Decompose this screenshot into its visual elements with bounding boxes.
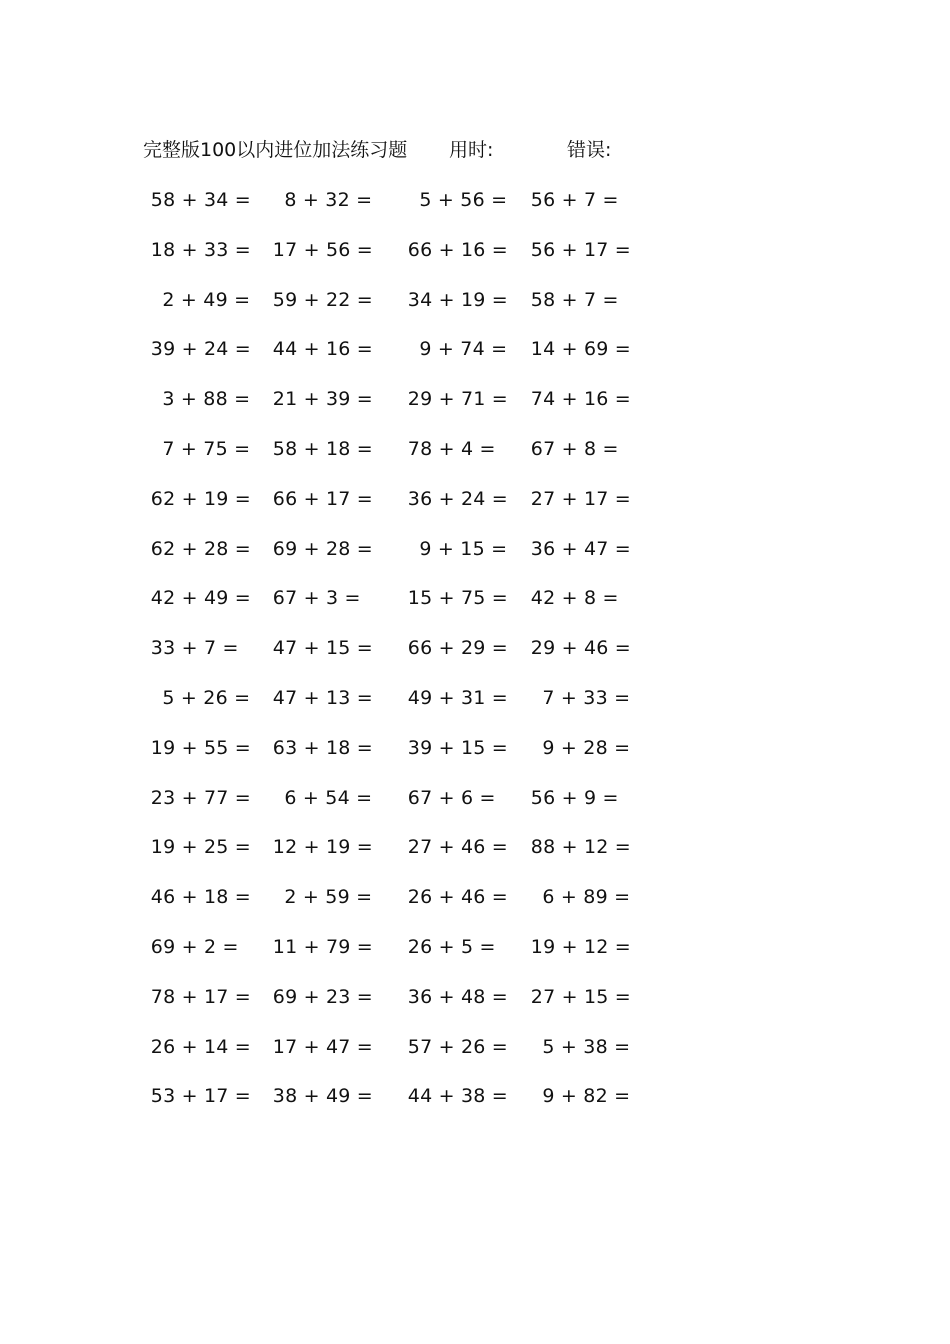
problem-cell: 5 + 56 =: [419, 189, 508, 211]
problem-cell: 5 + 38 =: [542, 1035, 631, 1058]
worksheet-title: 完整版100以内进位加法练习题: [143, 139, 408, 161]
problem-cell: 88 + 12 =: [530, 836, 631, 859]
problem-cell: 39 + 24 =: [150, 338, 251, 361]
problem-cell: 17 + 47 =: [272, 1035, 373, 1058]
problem-cell: 18 + 33 =: [150, 238, 251, 261]
problem-cell: 29 + 71 =: [407, 388, 508, 411]
problem-cell: 3 + 88 =: [162, 388, 251, 411]
problem-cell: 44 + 38 =: [407, 1085, 508, 1108]
problem-cell: 5 + 26 =: [162, 687, 251, 709]
problem-cell: 21 + 39 =: [272, 388, 373, 411]
problem-cell: 49 + 31 =: [407, 687, 508, 709]
problem-cell: 66 + 17 =: [272, 487, 373, 510]
problem-cell: 19 + 12 =: [530, 936, 631, 958]
problem-cell: 23 + 77 =: [150, 786, 251, 809]
problem-cell: 33 + 7 =: [150, 637, 239, 660]
problem-cell: 39 + 15 =: [407, 736, 508, 759]
problem-cell: 57 + 26 =: [407, 1035, 508, 1058]
problem-cell: 59 + 22 =: [272, 288, 373, 311]
problem-cell: 15 + 75 =: [407, 587, 508, 610]
problem-cell: 27 + 46 =: [407, 836, 508, 859]
problem-cell: 6 + 89 =: [542, 886, 631, 909]
problem-cell: 58 + 7 =: [530, 288, 619, 311]
problem-cell: 67 + 8 =: [530, 438, 619, 460]
problem-cell: 69 + 2 =: [150, 936, 239, 958]
problem-cell: 26 + 14 =: [150, 1035, 251, 1058]
problem-cell: 69 + 23 =: [272, 985, 373, 1008]
problem-cell: 2 + 49 =: [162, 288, 251, 311]
problem-cell: 27 + 17 =: [530, 487, 631, 510]
problem-cell: 26 + 5 =: [407, 936, 496, 958]
problem-cell: 66 + 16 =: [407, 238, 508, 261]
problem-cell: 42 + 49 =: [150, 587, 251, 610]
problem-cell: 17 + 56 =: [272, 238, 373, 261]
problem-cell: 44 + 16 =: [272, 338, 373, 361]
problem-cell: 42 + 8 =: [530, 587, 619, 610]
problem-cell: 62 + 19 =: [150, 487, 251, 510]
problem-cell: 12 + 19 =: [272, 836, 373, 859]
problem-cell: 58 + 34 =: [150, 189, 251, 211]
problem-cell: 58 + 18 =: [272, 438, 373, 460]
problem-cell: 67 + 6 =: [407, 786, 496, 809]
errors-label: 错误:: [567, 139, 612, 161]
problem-cell: 53 + 17 =: [150, 1085, 251, 1108]
problem-cell: 9 + 28 =: [542, 736, 631, 759]
problem-cell: 7 + 33 =: [542, 687, 631, 709]
problem-cell: 36 + 47 =: [530, 537, 631, 560]
problem-cell: 67 + 3 =: [272, 587, 361, 610]
problem-cell: 14 + 69 =: [530, 338, 631, 361]
problem-cell: 69 + 28 =: [272, 537, 373, 560]
problem-cell: 56 + 9 =: [530, 786, 619, 809]
problem-cell: 9 + 82 =: [542, 1085, 631, 1108]
problem-cell: 29 + 46 =: [530, 637, 631, 660]
problem-cell: 11 + 79 =: [272, 936, 373, 958]
problem-cell: 78 + 17 =: [150, 985, 251, 1008]
problem-cell: 63 + 18 =: [272, 736, 373, 759]
problem-cell: 56 + 7 =: [530, 189, 619, 211]
problem-cell: 27 + 15 =: [530, 985, 631, 1008]
time-label: 用时:: [449, 139, 494, 161]
problem-cell: 47 + 15 =: [272, 637, 373, 660]
problem-cell: 26 + 46 =: [407, 886, 508, 909]
problem-cell: 74 + 16 =: [530, 388, 631, 411]
problem-cell: 36 + 48 =: [407, 985, 508, 1008]
problem-cell: 6 + 54 =: [284, 786, 373, 809]
problem-cell: 19 + 25 =: [150, 836, 251, 859]
problem-cell: 34 + 19 =: [407, 288, 508, 311]
problem-cell: 7 + 75 =: [162, 438, 251, 460]
problem-cell: 36 + 24 =: [407, 487, 508, 510]
problem-cell: 56 + 17 =: [530, 238, 631, 261]
problem-cell: 66 + 29 =: [407, 637, 508, 660]
problem-cell: 2 + 59 =: [284, 886, 373, 909]
problem-cell: 62 + 28 =: [150, 537, 251, 560]
problem-cell: 38 + 49 =: [272, 1085, 373, 1108]
problem-cell: 78 + 4 =: [407, 438, 496, 460]
problem-cell: 8 + 32 =: [284, 189, 373, 211]
problem-cell: 19 + 55 =: [150, 736, 251, 759]
problem-cell: 46 + 18 =: [150, 886, 251, 909]
problem-cell: 47 + 13 =: [272, 687, 373, 709]
problem-cell: 9 + 15 =: [419, 537, 508, 560]
problem-cell: 9 + 74 =: [419, 338, 508, 361]
